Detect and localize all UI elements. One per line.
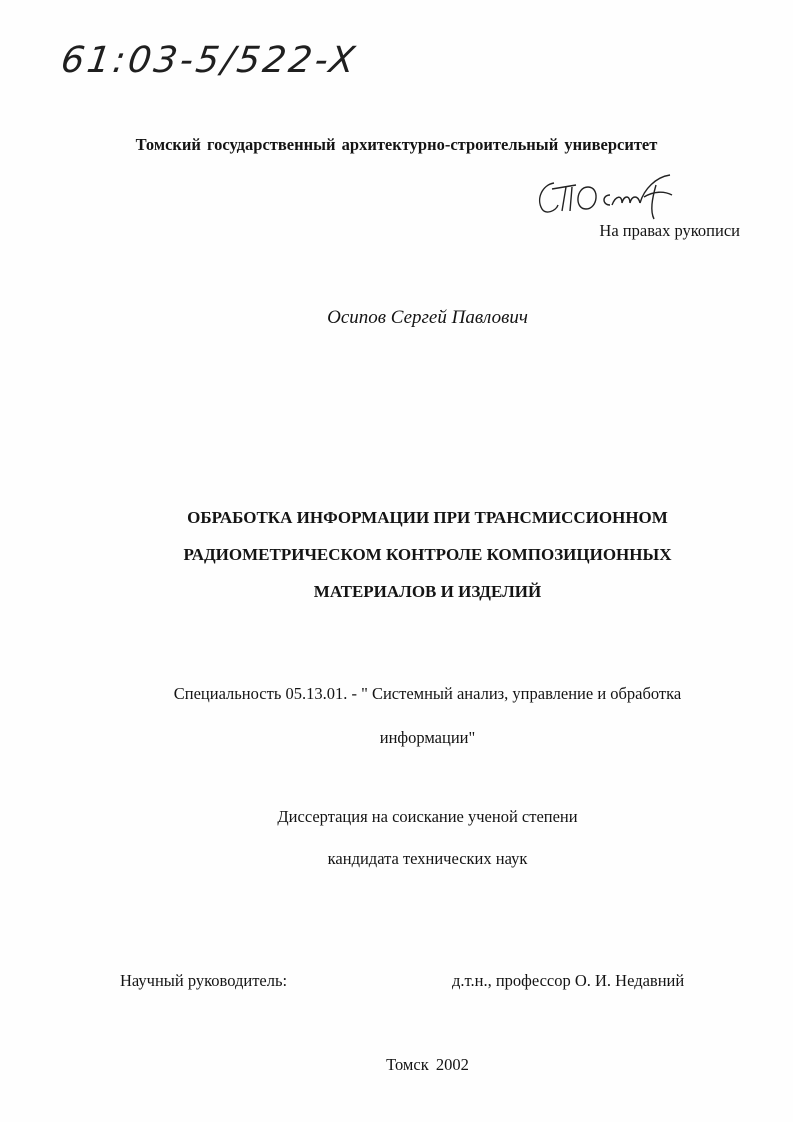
archive-number-handwritten: 61:03-5/522-X — [58, 40, 361, 81]
degree-line: кандидата технических наук — [327, 849, 528, 868]
title-line: РАДИОМЕТРИЧЕСКОМ КОНТРОЛЕ КОМПОЗИЦИОННЫХ — [183, 545, 672, 564]
degree-line: Диссертация на соискание ученой степени — [277, 807, 578, 826]
university-name: Томский государственный архитектурно-строительный университет — [135, 135, 658, 154]
signature-drawing — [532, 165, 682, 221]
dissertation-title — [0, 499, 793, 610]
manuscript-rights-note: На правах рукописи — [599, 221, 740, 240]
city-year: Томск 2002 — [386, 1055, 469, 1074]
specialty-line: Специальность 05.13.01. - " Системный анализ, управление и обработка — [173, 684, 682, 703]
specialty — [0, 672, 793, 760]
author-signature — [532, 165, 682, 221]
supervisor-label: Научный руководитель: — [120, 971, 288, 990]
specialty-line: информации" — [379, 728, 476, 747]
degree-statement — [0, 796, 793, 880]
title-line: МАТЕРИАЛОВ И ИЗДЕЛИЙ — [313, 582, 542, 601]
author-name: Осипов Сергей Павлович — [327, 307, 528, 328]
supervisor-name: д.т.н., профессор О. И. Недавний — [452, 971, 685, 990]
title-line: ОБРАБОТКА ИНФОРМАЦИИ ПРИ ТРАНСМИССИОННОМ — [187, 508, 668, 527]
